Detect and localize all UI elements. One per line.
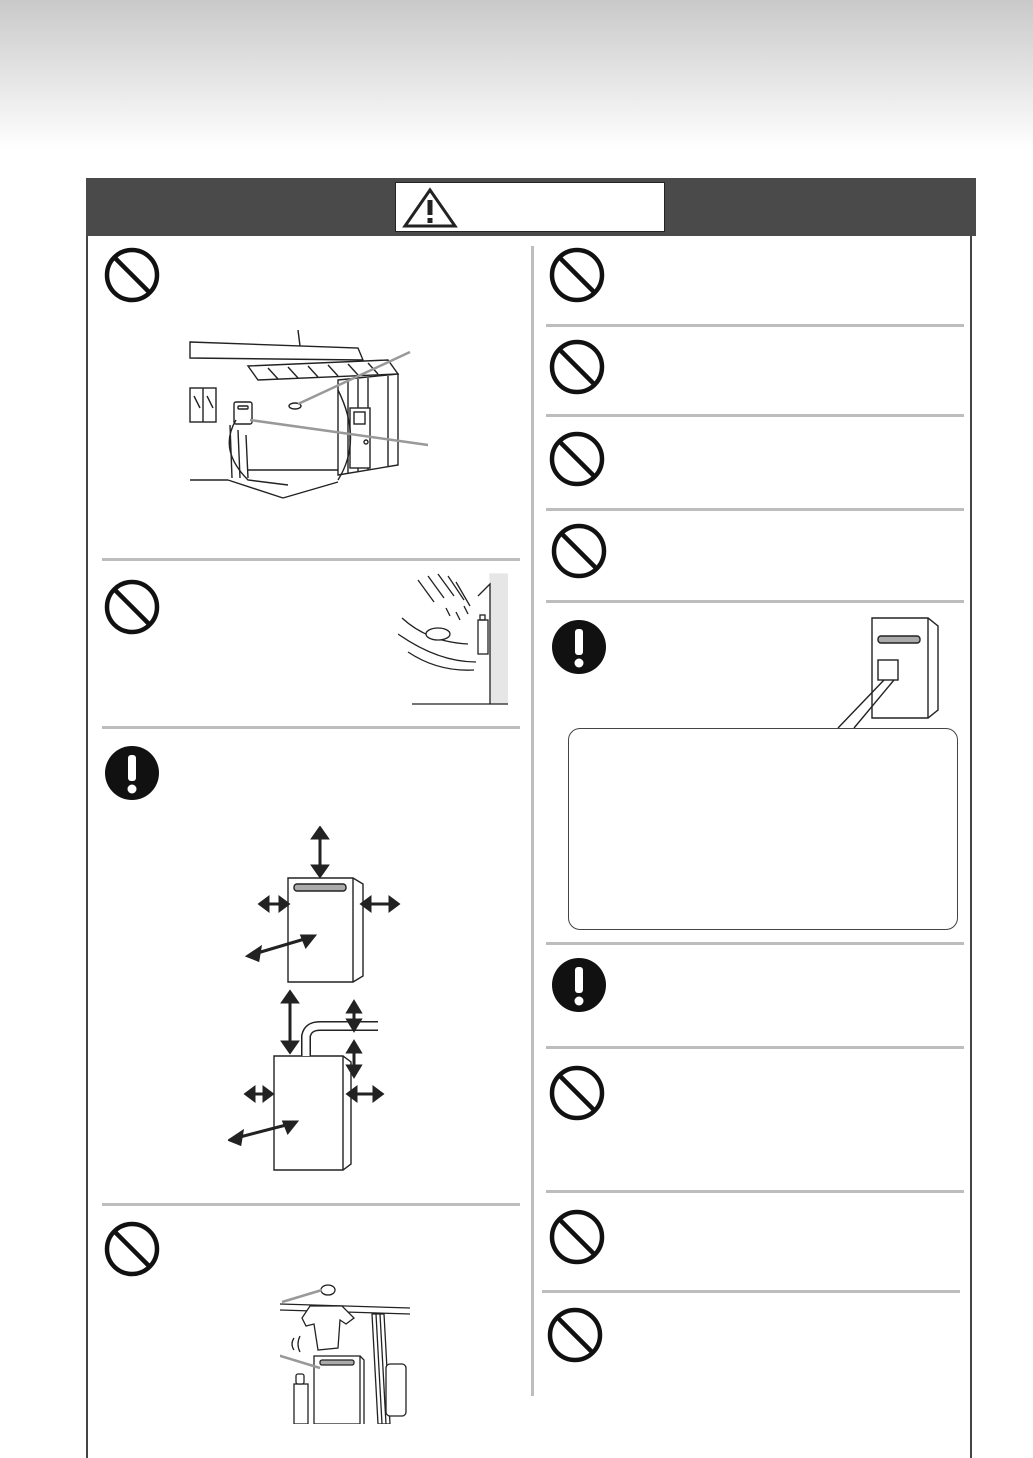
column-divider: [531, 246, 534, 1396]
prohibition-icon: [548, 246, 606, 304]
section-divider: [102, 558, 520, 561]
house-exterior-illustration: [188, 330, 438, 500]
prohibition-icon: [103, 246, 161, 304]
mandatory-icon: [103, 744, 161, 802]
label-callout-box: [568, 728, 958, 930]
prohibition-icon: [103, 578, 161, 636]
section-divider: [546, 1046, 964, 1049]
clearance-arrows-illustration: [228, 826, 408, 1171]
section-divider: [546, 600, 964, 603]
warning-label-box: [395, 182, 665, 232]
warning-triangle-icon: [402, 187, 458, 229]
prohibition-icon: [546, 1306, 604, 1364]
prohibition-icon: [550, 522, 608, 580]
wind-rain-illustration: [398, 572, 508, 707]
prohibition-icon: [103, 1220, 161, 1278]
unit-label-illustration: [832, 612, 942, 737]
prohibition-icon: [548, 1208, 606, 1266]
mandatory-icon: [550, 618, 608, 676]
section-divider: [546, 942, 964, 945]
section-divider: [546, 324, 964, 327]
section-divider: [546, 508, 964, 511]
top-gradient-band: [0, 0, 1033, 150]
section-divider: [546, 414, 964, 417]
section-divider: [102, 726, 520, 729]
mandatory-icon: [550, 956, 608, 1014]
prohibition-icon: [548, 338, 606, 396]
prohibition-icon: [548, 1064, 606, 1122]
prohibition-icon: [548, 430, 606, 488]
section-divider: [542, 1290, 960, 1293]
laundry-illustration: [280, 1284, 410, 1424]
section-divider: [546, 1190, 964, 1193]
section-divider: [102, 1203, 520, 1206]
